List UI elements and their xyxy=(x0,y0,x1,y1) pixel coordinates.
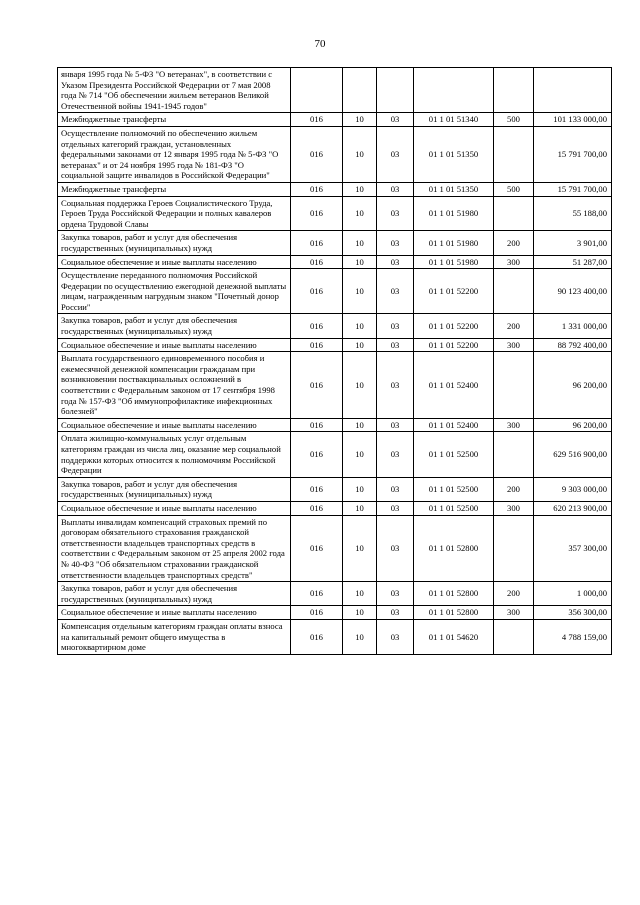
row-target-article-code: 01 1 01 51980 xyxy=(414,255,494,269)
row-section-code: 10 xyxy=(343,255,377,269)
table-row xyxy=(58,231,612,255)
row-expense-type-code: 200 xyxy=(494,582,534,606)
row-expense-type-code xyxy=(494,515,534,582)
row-subsection-code: 03 xyxy=(377,582,414,606)
table-row xyxy=(58,196,612,231)
row-expense-type-code: 300 xyxy=(494,501,534,515)
row-subsection-code: 03 xyxy=(377,255,414,269)
table-row xyxy=(58,113,612,127)
row-subsection-code: 03 xyxy=(377,269,414,314)
row-name: Осуществление полномочий по обеспечению жильем отдельных категорий граждан, установленных федеральными законами от 12 января 1995 года № 5-ФЗ "О ветеранах" и от 24 ноября 1995 года № 181-ФЗ "О социальной защите инвалидов в Российской Федерации" xyxy=(58,126,291,182)
row-grbs-code: 016 xyxy=(291,515,343,582)
row-name: Выплата государственного единовременного пособия и ежемесячной денежной компенсации гражданам при возникновении поствакцинальных осложнений в соответствии с Федеральным законом от 17 сентября 1998 года № 157-ФЗ "Об иммунопрофилактике инфекционных болезней" xyxy=(58,352,291,419)
row-name: Компенсация отдельным категориям граждан оплаты взноса на капитальный ремонт общего имущества в многоквартирном доме xyxy=(58,619,291,654)
table-row xyxy=(58,582,612,606)
row-expense-type-code: 200 xyxy=(494,314,534,338)
row-target-article-code: 01 1 01 51980 xyxy=(414,196,494,231)
row-section-code: 10 xyxy=(343,182,377,196)
table-row xyxy=(58,418,612,432)
row-subsection-code: 03 xyxy=(377,432,414,477)
row-target-article-code: 01 1 01 52400 xyxy=(414,352,494,419)
row-section-code: 10 xyxy=(343,338,377,352)
table-row xyxy=(58,515,612,582)
table-row xyxy=(58,269,612,314)
row-section-code: 10 xyxy=(343,113,377,127)
row-target-article-code: 01 1 01 51340 xyxy=(414,113,494,127)
row-target-article-code: 01 1 01 52500 xyxy=(414,432,494,477)
row-amount: 620 213 900,00 xyxy=(534,501,612,515)
row-subsection-code: 03 xyxy=(377,418,414,432)
table-row xyxy=(58,619,612,654)
row-name: Выплаты инвалидам компенсаций страховых премий по договорам обязательного страхования гражданской ответственности владельцев транспортных средств в соответствии с Федеральным законом от 25 апреля 2002 года № 40-ФЗ "Об обязательном страховании гражданской ответственности владельцев транспортных средств" xyxy=(58,515,291,582)
row-amount: 357 300,00 xyxy=(534,515,612,582)
row-target-article-code: 01 1 01 52200 xyxy=(414,314,494,338)
row-name: Социальное обеспечение и иные выплаты населению xyxy=(58,606,291,620)
row-target-article-code: 01 1 01 52500 xyxy=(414,501,494,515)
row-name: Социальное обеспечение и иные выплаты населению xyxy=(58,418,291,432)
row-amount: 96 200,00 xyxy=(534,418,612,432)
table-row xyxy=(58,501,612,515)
row-section-code: 10 xyxy=(343,314,377,338)
row-subsection-code: 03 xyxy=(377,126,414,182)
row-expense-type-code: 500 xyxy=(494,182,534,196)
row-subsection-code xyxy=(377,68,414,113)
row-expense-type-code xyxy=(494,269,534,314)
table-row xyxy=(58,352,612,419)
row-name: Социальное обеспечение и иные выплаты населению xyxy=(58,501,291,515)
row-subsection-code: 03 xyxy=(377,606,414,620)
row-subsection-code: 03 xyxy=(377,113,414,127)
table-row xyxy=(58,182,612,196)
row-amount: 1 331 000,00 xyxy=(534,314,612,338)
row-section-code: 10 xyxy=(343,477,377,501)
row-section-code: 10 xyxy=(343,231,377,255)
row-name: Социальное обеспечение и иные выплаты населению xyxy=(58,255,291,269)
row-subsection-code: 03 xyxy=(377,477,414,501)
row-section-code: 10 xyxy=(343,501,377,515)
row-grbs-code: 016 xyxy=(291,501,343,515)
row-target-article-code: 01 1 01 52200 xyxy=(414,338,494,352)
row-grbs-code: 016 xyxy=(291,255,343,269)
row-expense-type-code: 300 xyxy=(494,338,534,352)
row-grbs-code xyxy=(291,68,343,113)
row-name: Закупка товаров, работ и услуг для обеспечения государственных (муниципальных) нужд xyxy=(58,582,291,606)
row-section-code: 10 xyxy=(343,582,377,606)
row-target-article-code: 01 1 01 52800 xyxy=(414,606,494,620)
row-expense-type-code xyxy=(494,432,534,477)
row-expense-type-code xyxy=(494,68,534,113)
row-subsection-code: 03 xyxy=(377,231,414,255)
row-grbs-code: 016 xyxy=(291,196,343,231)
row-expense-type-code: 300 xyxy=(494,418,534,432)
row-name: Социальная поддержка Героев Социалистического Труда, Героев Труда Российской Федерации и полных кавалеров ордена Трудовой Славы xyxy=(58,196,291,231)
row-subsection-code: 03 xyxy=(377,182,414,196)
row-expense-type-code xyxy=(494,126,534,182)
row-subsection-code: 03 xyxy=(377,314,414,338)
row-amount: 101 133 000,00 xyxy=(534,113,612,127)
row-target-article-code: 01 1 01 54620 xyxy=(414,619,494,654)
row-grbs-code: 016 xyxy=(291,314,343,338)
row-target-article-code: 01 1 01 51350 xyxy=(414,182,494,196)
row-grbs-code: 016 xyxy=(291,606,343,620)
row-name: Межбюджетные трансферты xyxy=(58,113,291,127)
row-grbs-code: 016 xyxy=(291,113,343,127)
row-grbs-code: 016 xyxy=(291,432,343,477)
row-section-code: 10 xyxy=(343,269,377,314)
row-amount xyxy=(534,68,612,113)
table-row xyxy=(58,432,612,477)
table-row xyxy=(58,255,612,269)
row-section-code: 10 xyxy=(343,606,377,620)
row-subsection-code: 03 xyxy=(377,352,414,419)
row-target-article-code: 01 1 01 52500 xyxy=(414,477,494,501)
row-amount: 629 516 900,00 xyxy=(534,432,612,477)
row-amount: 55 188,00 xyxy=(534,196,612,231)
row-subsection-code: 03 xyxy=(377,196,414,231)
row-name: Оплата жилищно-коммунальных услуг отдельным категориям граждан из числа лиц, оказание мер социальной поддержки которых относится к полномочиям Российской Федерации xyxy=(58,432,291,477)
row-grbs-code: 016 xyxy=(291,269,343,314)
budget-table-body xyxy=(58,68,612,655)
page-number: 70 xyxy=(314,38,326,50)
budget-table xyxy=(57,67,612,655)
table-row xyxy=(58,126,612,182)
row-grbs-code: 016 xyxy=(291,126,343,182)
table-row xyxy=(58,477,612,501)
row-amount: 1 000,00 xyxy=(534,582,612,606)
row-amount: 88 792 400,00 xyxy=(534,338,612,352)
row-expense-type-code xyxy=(494,196,534,231)
table-row xyxy=(58,68,612,113)
row-amount: 15 791 700,00 xyxy=(534,126,612,182)
row-subsection-code: 03 xyxy=(377,515,414,582)
row-amount: 96 200,00 xyxy=(534,352,612,419)
row-section-code xyxy=(343,68,377,113)
row-name: Закупка товаров, работ и услуг для обеспечения государственных (муниципальных) нужд xyxy=(58,231,291,255)
row-section-code: 10 xyxy=(343,432,377,477)
row-name: Межбюджетные трансферты xyxy=(58,182,291,196)
row-section-code: 10 xyxy=(343,352,377,419)
row-amount: 356 300,00 xyxy=(534,606,612,620)
row-name: Социальное обеспечение и иные выплаты населению xyxy=(58,338,291,352)
row-grbs-code: 016 xyxy=(291,619,343,654)
row-grbs-code: 016 xyxy=(291,338,343,352)
row-target-article-code: 01 1 01 52800 xyxy=(414,515,494,582)
row-subsection-code: 03 xyxy=(377,501,414,515)
row-expense-type-code: 200 xyxy=(494,231,534,255)
row-grbs-code: 016 xyxy=(291,418,343,432)
table-row xyxy=(58,606,612,620)
row-name: Осуществление переданного полномочия Российской Федерации по осуществлению ежегодной денежной выплаты лицам, награжденным нагрудным знаком "Почетный донор России" xyxy=(58,269,291,314)
row-amount: 9 303 000,00 xyxy=(534,477,612,501)
row-grbs-code: 016 xyxy=(291,182,343,196)
row-expense-type-code: 300 xyxy=(494,606,534,620)
row-target-article-code: 01 1 01 51980 xyxy=(414,231,494,255)
row-expense-type-code: 300 xyxy=(494,255,534,269)
row-grbs-code: 016 xyxy=(291,352,343,419)
row-section-code: 10 xyxy=(343,126,377,182)
row-grbs-code: 016 xyxy=(291,477,343,501)
row-amount: 15 791 700,00 xyxy=(534,182,612,196)
row-name: Закупка товаров, работ и услуг для обеспечения государственных (муниципальных) нужд xyxy=(58,477,291,501)
row-target-article-code: 01 1 01 52400 xyxy=(414,418,494,432)
row-expense-type-code xyxy=(494,619,534,654)
row-expense-type-code: 200 xyxy=(494,477,534,501)
row-target-article-code xyxy=(414,68,494,113)
row-expense-type-code: 500 xyxy=(494,113,534,127)
row-section-code: 10 xyxy=(343,619,377,654)
table-row xyxy=(58,314,612,338)
row-expense-type-code xyxy=(494,352,534,419)
row-target-article-code: 01 1 01 52200 xyxy=(414,269,494,314)
row-grbs-code: 016 xyxy=(291,231,343,255)
row-subsection-code: 03 xyxy=(377,619,414,654)
row-amount: 51 287,00 xyxy=(534,255,612,269)
row-target-article-code: 01 1 01 52800 xyxy=(414,582,494,606)
row-section-code: 10 xyxy=(343,418,377,432)
row-section-code: 10 xyxy=(343,515,377,582)
row-subsection-code: 03 xyxy=(377,338,414,352)
row-target-article-code: 01 1 01 51350 xyxy=(414,126,494,182)
row-section-code: 10 xyxy=(343,196,377,231)
row-name: Закупка товаров, работ и услуг для обеспечения государственных (муниципальных) нужд xyxy=(58,314,291,338)
row-grbs-code: 016 xyxy=(291,582,343,606)
table-row xyxy=(58,338,612,352)
row-amount: 4 788 159,00 xyxy=(534,619,612,654)
row-name: января 1995 года № 5-ФЗ "О ветеранах", в соответствии с Указом Президента Российской Федерации от 7 мая 2008 года № 714 "Об обеспечении жильем ветеранов Великой Отечественной войны 1941-1945 годов" xyxy=(58,68,291,113)
row-amount: 90 123 400,00 xyxy=(534,269,612,314)
row-amount: 3 901,00 xyxy=(534,231,612,255)
